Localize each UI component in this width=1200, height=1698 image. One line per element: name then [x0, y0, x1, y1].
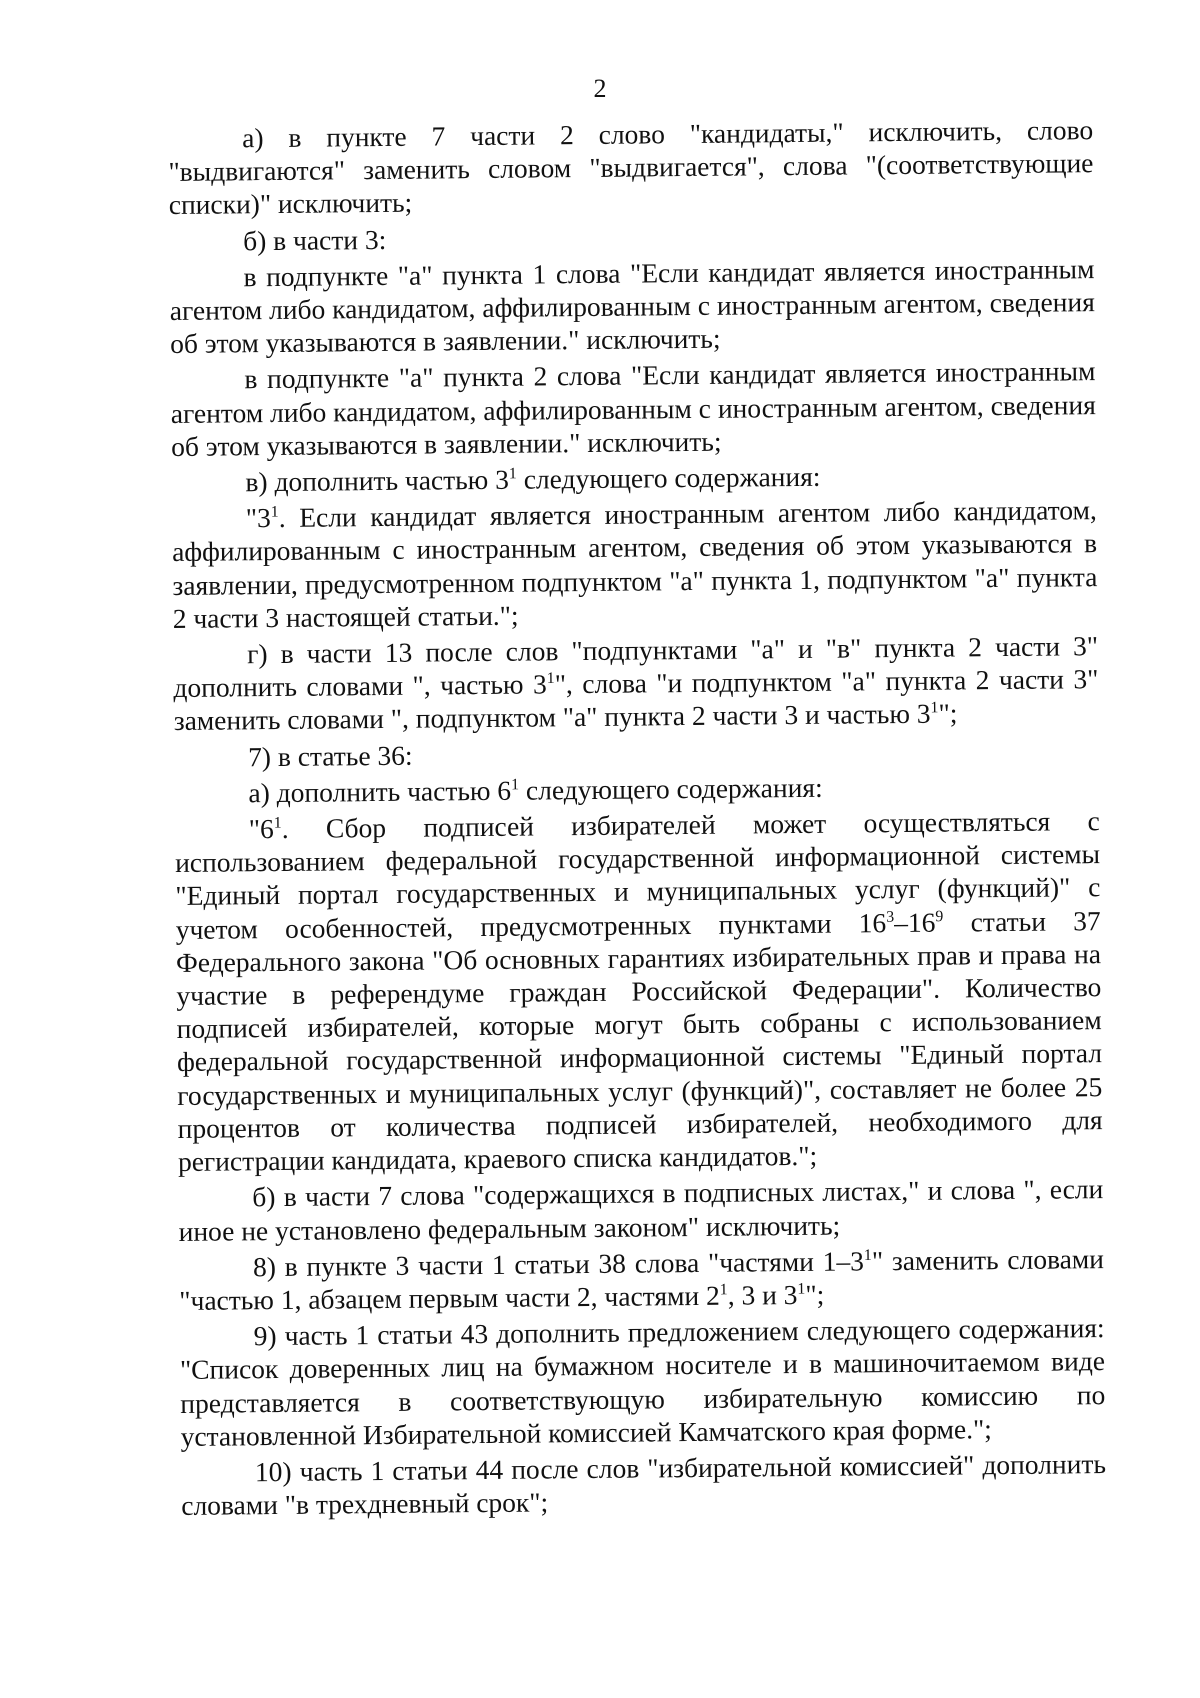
superscript: 3 [886, 908, 895, 926]
superscript: 1 [508, 465, 517, 483]
text-run: 8) в пункте 3 части 1 статьи 38 слова "частями 1–3 [252, 1245, 865, 1282]
text-run: "3 [245, 502, 271, 534]
text-run: в) дополнить частью 3 [245, 463, 510, 498]
text-run: в подпункте "а" пункта 2 слова "Если кандидат является иностранным агентом либо кандидатом, аффилированным с иностранным агентом, сведения об этом указываются в заявлении." исключить; [170, 355, 1096, 462]
paragraph [174, 768, 1099, 810]
text-run: ", слова "и подпунктом "а" пункта 2 части 3" заменить словами ", подпунктом "а" пункта 2 части 3 и частью 3 [173, 663, 1099, 737]
text-run: " заменить словами "частью 1, абзацем первым части 2, частями 2 [179, 1242, 1105, 1316]
paragraph [174, 732, 1099, 774]
text-run: "; [805, 1278, 825, 1310]
page-number: 2 [593, 74, 607, 103]
superscript: 1 [719, 1281, 728, 1299]
text-run: а) дополнить частью 6 [248, 774, 512, 809]
paragraph [181, 1447, 1107, 1522]
text-run: , 3 и 3 [727, 1278, 798, 1311]
superscript: 1 [546, 670, 555, 688]
text-run: статьи 37 Федерального закона "Об основных гарантиях избирательных прав и права на участие в референдуме граждан Российской Федерации". Количество подписей избирателей, которые могут быть собраны с использованием федеральной государственной информационной системы "Единый портал государственных и муниципальных услуг (функций)", составляет не более 25 процентов от количества подписей избирателей, необходимого для регистрации кандидата, краевого списка кандидатов."; [175, 904, 1103, 1178]
paragraph [169, 252, 1095, 360]
text-run: 10) часть 1 статьи 44 после слов "избирательной комиссией" дополнить словами "в трехдневный срок"; [181, 1447, 1107, 1522]
text-run: . Сбор подписей избирателей может осуществляться с использованием федеральной государственной информационной системы "Единый портал государственных и муниципальных услуг (функций)" с учетом особенностей, предусмотренных пунктами 16 [174, 805, 1101, 945]
text-run: следующего содержания: [516, 460, 821, 495]
paragraph [169, 216, 1094, 258]
superscript: 1 [270, 503, 279, 521]
text-run: . Если кандидат является иностранным агентом либо кандидатом, аффилированным с иностранным агентом, сведения об этом указываются в заявлении, предусмотренном подпунктом "а" пункта 1, подпунктом "а" пункта 2 части 3 настоящей статьи."; [171, 494, 1098, 634]
paragraph [178, 1172, 1104, 1247]
text-run: 9) часть 1 статьи 43 дополнить предложением следующего содержания: "Список доверенных лиц на бумажном носителе и в машиночитаемом виде представляется в соответствующую избирательную комиссию по установленной Избирательной комиссией Камчатского края форме."; [179, 1312, 1106, 1452]
paragraph [172, 493, 1098, 635]
document-body [168, 113, 1106, 1522]
paragraph [168, 113, 1094, 221]
text-run: г) в части 13 после слов "подпунктами "а" и "в" пункта 2 части 3" дополнить словами ", частью 3 [173, 630, 1099, 704]
paragraph [175, 804, 1103, 1178]
paragraph [179, 1242, 1105, 1317]
superscript: 9 [935, 907, 944, 925]
superscript: 1 [797, 1280, 806, 1298]
text-run: "6 [248, 813, 274, 845]
superscript: 1 [863, 1246, 872, 1264]
text-run: в подпункте "а" пункта 1 слова "Если кандидат является иностранным агентом либо кандидатом, аффилированным с иностранным агентом, сведения об этом указываются в заявлении." исключить; [169, 252, 1095, 360]
text-run: –16 [894, 906, 936, 938]
superscript: 1 [510, 776, 520, 794]
text-run: следующего содержания: [518, 771, 823, 806]
text-run: а) в пункте 7 части 2 слово "кандидаты," исключить, слово "выдвигаются" заменить словом "выдвигается", слова "(соответствующие списки)" исключить; [168, 114, 1094, 221]
paragraph [171, 457, 1096, 499]
text-run: "; [938, 697, 958, 730]
text-run: 7) в статье 36: [247, 739, 413, 772]
paragraph [180, 1311, 1106, 1453]
text-run: б) в части 3: [242, 223, 387, 256]
paragraph [173, 629, 1099, 737]
text-run: б) в части 7 слова "содержащихся в подписных листах," и слова ", если иное не установлено федеральным законом" исключить; [178, 1173, 1104, 1247]
paragraph [170, 355, 1096, 463]
superscript: 1 [273, 814, 282, 832]
superscript: 1 [930, 699, 939, 717]
